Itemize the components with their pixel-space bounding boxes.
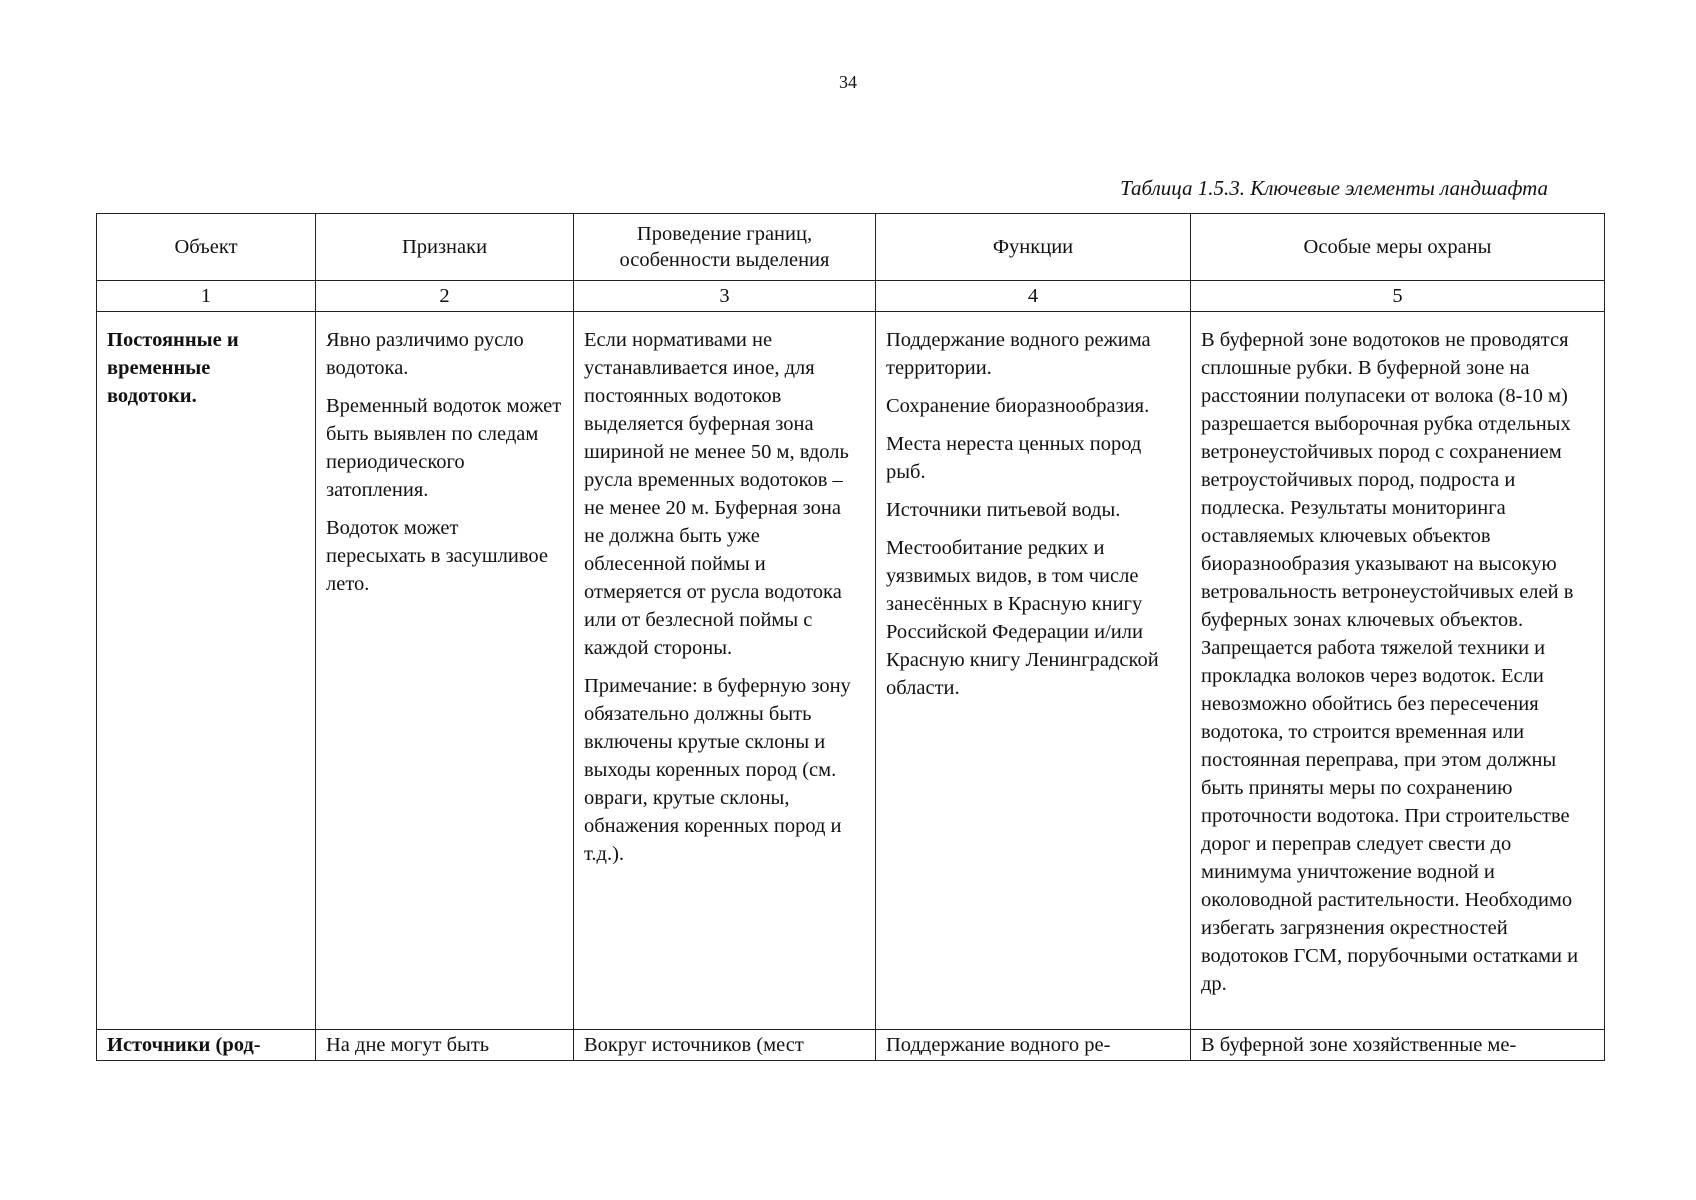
signs-cell: На дне могут быть xyxy=(316,1030,574,1061)
functions-paragraph: Сохранение биоразнообразия. xyxy=(886,395,1150,417)
protection-cell: В буферной зоне хозяйственные ме- xyxy=(1191,1030,1605,1061)
header-protection: Особые меры охраны xyxy=(1191,214,1605,281)
column-number: 5 xyxy=(1191,281,1605,312)
protection-paragraph: В буферной зоне водотоков не проводятся сплошные рубки. В буферной зоне на расстоянии полупасеки от волока (8-10 м) разрешается выборочная рубка отдельных ветронеустойчивых пород с сохранением ветроустойчивых пород, подроста и подлеска. Результаты мониторинга оставляемых ключевых объектов биоразнообразия указывают на высокую ветровальность ветронеустойчивых елей в буферных зонах ключевых объектов. Запрещается работа тяжелой техники и прокладка волоков через водоток. Если невозможно обойтись без пересечения водотока, то строится временная или постоянная переправа, при этом должны быть приняты меры по сохранению проточности водотока. При строительстве дорог и переправ следует свести до минимума уничтожение водной и околоводной растительности. Необходимо избегать загрязнения окрестностей водотоков ГСМ, порубочными остатками и др. xyxy=(1201,329,1579,995)
column-number: 3 xyxy=(574,281,876,312)
table-header-row xyxy=(97,214,1605,281)
protection-cell xyxy=(1191,312,1605,1030)
column-number: 2 xyxy=(316,281,574,312)
object-name: Постоянные и временные водотоки. xyxy=(107,329,239,407)
object-name: Источники (род- xyxy=(107,1034,261,1056)
table-caption: Таблица 1.5.3. Ключевые элементы ландшафта xyxy=(1120,176,1548,200)
object-cell xyxy=(97,1030,316,1061)
header-functions: Функции xyxy=(876,214,1191,281)
column-number: 1 xyxy=(97,281,316,312)
header-object: Объект xyxy=(97,214,316,281)
object-cell xyxy=(97,312,316,1030)
boundaries-cell xyxy=(574,312,876,1030)
signs-paragraph: Явно различимо русло водотока. xyxy=(326,329,524,379)
boundaries-paragraph: Если нормативами не устанавливается иное, для постоянных водотоков выделяется буферная зона шириной не менее 50 м, вдоль русла временных водотоков – не менее 20 м. Буферная зона не должна быть уже облесенной поймы и отмеряется от русла водотока или от безлесной поймы с каждой стороны. xyxy=(584,329,849,659)
page-number: 34 xyxy=(839,72,857,92)
signs-cell xyxy=(316,312,574,1030)
table-row xyxy=(97,312,1605,1030)
functions-paragraph: Поддержание водного режима территории. xyxy=(886,329,1151,379)
functions-cell: Поддержание водного ре- xyxy=(876,1030,1191,1061)
signs-paragraph: Водоток может пересыхать в засушливое лето. xyxy=(326,517,548,595)
boundaries-note: Примечание: в буферную зону обязательно должны быть включены крутые склоны и выходы коренных пород (см. овраги, крутые склоны, обнажения коренных пород и т.д.). xyxy=(584,675,851,865)
header-signs: Признаки xyxy=(316,214,574,281)
column-number: 4 xyxy=(876,281,1191,312)
functions-paragraph: Источники питьевой воды. xyxy=(886,499,1121,521)
functions-paragraph: Местообитание редких и уязвимых видов, в том числе занесённых в Красную книгу Российской Федерации и/или Красную книгу Ленинградской области. xyxy=(886,537,1159,699)
signs-paragraph: Временный водоток может быть выявлен по следам периодического затопления. xyxy=(326,395,562,501)
column-number-row xyxy=(97,281,1605,312)
key-landscape-elements-table xyxy=(96,213,1605,1061)
header-boundaries: Проведение границ, особенности выделения xyxy=(574,214,876,281)
boundaries-cell: Вокруг источников (мест xyxy=(574,1030,876,1061)
functions-paragraph: Места нереста ценных пород рыб. xyxy=(886,433,1142,483)
functions-cell xyxy=(876,312,1191,1030)
table-row-partial xyxy=(97,1030,1605,1061)
